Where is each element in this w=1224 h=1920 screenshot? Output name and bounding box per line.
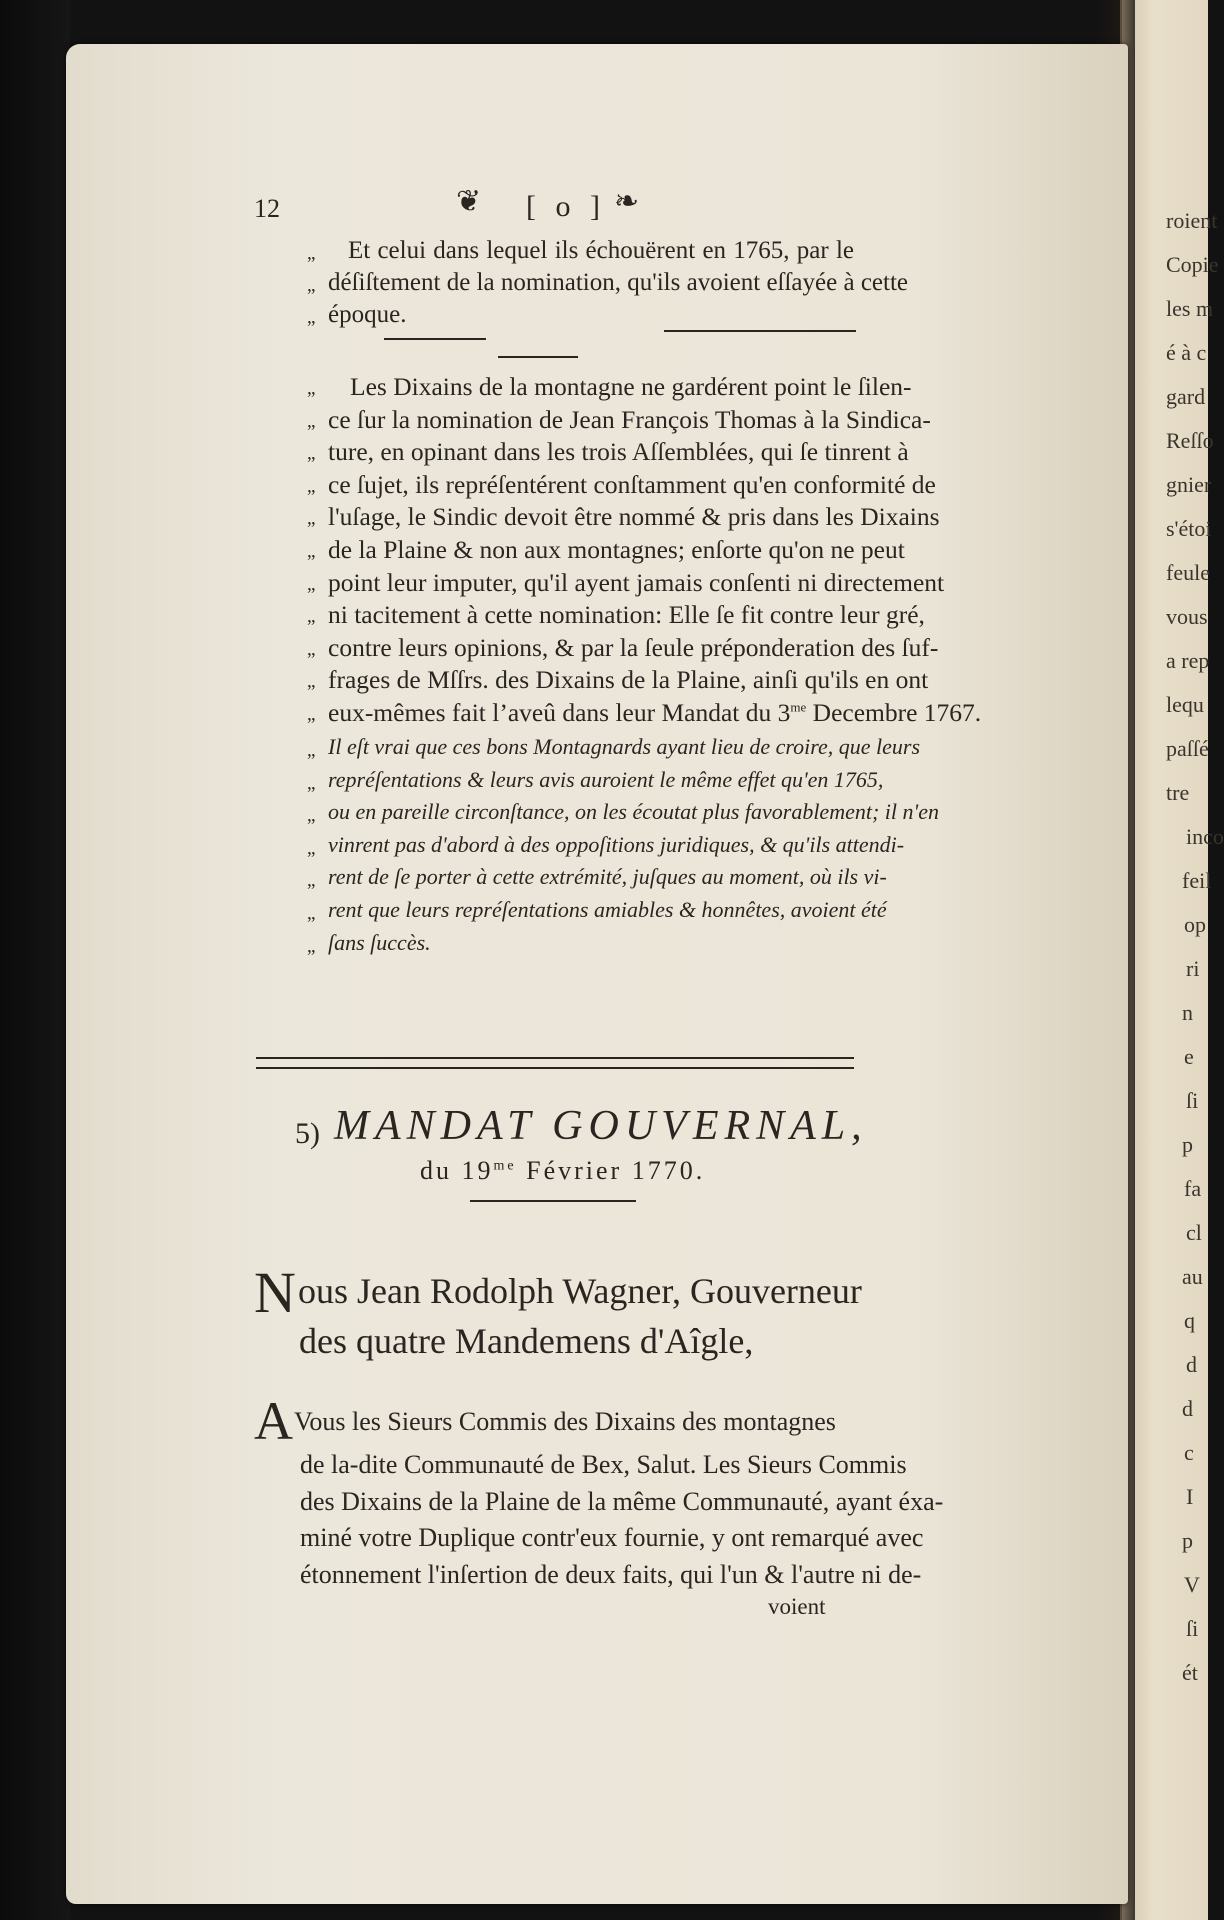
italic-line: ſans ſuccès. (328, 929, 431, 955)
book-page (66, 44, 1128, 1904)
body-line: miné votre Duplique contr'eux fournie, y ont remarqué avec (300, 1523, 924, 1552)
drop-capital-n: N (254, 1260, 296, 1325)
facing-page-fragment: p (1182, 1132, 1193, 1157)
facing-page-fragment: cl (1186, 1220, 1202, 1245)
quote-mark: „ (307, 772, 316, 794)
facing-page-fragment: Copie (1166, 252, 1219, 277)
quote-line: époque. (328, 301, 407, 328)
facing-page-fragment: fa (1184, 1176, 1202, 1201)
facing-page-fragment: roient (1166, 208, 1218, 233)
body-line-1: ous Jean Rodolph Wagner, Gouverneur (298, 1271, 862, 1311)
facing-page-fragment: gnier (1166, 472, 1212, 497)
double-rule-bottom (256, 1067, 854, 1069)
section-rule (470, 1200, 636, 1202)
rule-short-3 (498, 356, 578, 358)
quote-mark: „ (307, 475, 316, 497)
facing-page-fragment: a rep (1166, 648, 1210, 673)
quote-mark: „ (307, 671, 316, 693)
body-line-3: Vous les Sieurs Commis des Dixains des montagnes (294, 1407, 836, 1436)
facing-page-fragment: lequ (1166, 692, 1204, 717)
italic-line: vinrent pas d'abord à des oppoſitions juridiques, & qu'ils attendi- (328, 831, 905, 857)
paragraph-line: l'uſage, le Sindic devoit être nommé & pris dans les Dixains (328, 502, 940, 532)
facing-page-fragment: p (1182, 1528, 1193, 1553)
paragraph-line: ce ſujet, ils repréſentérent conſtamment qu'en conformité de (328, 469, 936, 499)
facing-page-fragment: d (1186, 1352, 1197, 1377)
quote-mark: „ (307, 606, 316, 628)
facing-page-fragment: s'étoi (1166, 516, 1212, 541)
facing-page-fragment: ſi (1186, 1088, 1199, 1113)
paragraph-line: point leur imputer, qu'il ayent jamais conſenti ni directement (328, 567, 945, 597)
quote-mark: „ (307, 903, 316, 924)
date-text: Février 1770. (516, 1156, 706, 1185)
facing-page-fragment: é à c (1166, 340, 1207, 365)
paragraph-line: de la Plaine & non aux montagnes; enſorte qu'on ne peut (328, 535, 905, 564)
facing-page-fragment: n (1182, 1000, 1193, 1025)
quote-mark: „ (307, 443, 316, 465)
facing-page-fragment: au (1182, 1264, 1203, 1289)
facing-page-fragment: V (1184, 1572, 1200, 1597)
facing-page-fragment: ri (1186, 956, 1200, 981)
section-title: MANDAT GOUVERNAL, (334, 1103, 868, 1149)
paragraph-line-text: eux-mêmes fait l’aveû dans leur Mandat du 3 (328, 698, 791, 727)
section-number: 5) (295, 1117, 320, 1150)
ornament-right-icon: ❧ (614, 184, 640, 219)
facing-page-fragment: q (1184, 1308, 1195, 1333)
date-text: du 19 (420, 1156, 494, 1185)
facing-page-fragment: vous (1166, 604, 1208, 629)
facing-page-fragment: paſſé (1166, 736, 1209, 761)
facing-page-fragment: inco (1186, 824, 1224, 849)
paragraph-line: ture, en opinant dans les trois Aſſemblées, qui ſe tinrent à (328, 437, 909, 467)
quote-mark: „ (307, 508, 316, 530)
page-bracket: [ o ] (526, 190, 606, 223)
body-line-2: des quatre Mandemens d'Aîgle, (299, 1321, 754, 1361)
page-number: 12 (254, 194, 280, 223)
quote-mark: „ (307, 704, 316, 725)
facing-page-fragment: ſi (1186, 1616, 1199, 1641)
section-date (420, 1156, 705, 1186)
quote-mark: „ (307, 740, 316, 761)
italic-line: ou en pareille circonſtance, on les écoutat plus favorablement; il n'en (328, 799, 939, 825)
paragraph-line: ce ſur la nomination de Jean François Thomas à la Sindica- (328, 404, 931, 434)
italic-line: rent que leurs repréſentations amiables & honnêtes, avoient été (328, 897, 887, 922)
facing-page-fragment: feule (1166, 560, 1210, 585)
paragraph-line (328, 698, 982, 728)
quote-mark: „ (307, 275, 316, 296)
quote-mark: „ (307, 410, 316, 432)
quote-line: déſiſtement de la nomination, qu'ils avoient eſſayée à cette (328, 269, 908, 296)
facing-page-fragment: c (1184, 1440, 1194, 1465)
facing-page-fragment: feil (1182, 868, 1212, 893)
facing-page-fragment: e (1184, 1044, 1194, 1069)
catchword: voient (768, 1594, 826, 1619)
facing-page-fragment: tre (1166, 780, 1190, 805)
facing-page-fragment: I (1186, 1484, 1194, 1509)
facing-page-fragment: ét (1182, 1660, 1198, 1685)
quote-mark: „ (307, 541, 316, 562)
paragraph-line: Les Dixains de la montagne ne gardérent point le ſilen- (350, 372, 912, 401)
quote-mark: „ (307, 243, 316, 264)
paragraph-line: ni tacitement à cette nomination: Elle ſe fit contre leur gré, (328, 600, 925, 630)
italic-line: rent de ſe porter à cette extrémité, juſques au moment, où ils vi- (328, 864, 887, 890)
superscript: me (493, 1158, 517, 1174)
facing-page-fragment: d (1182, 1396, 1193, 1421)
facing-page-fragment: les m (1166, 296, 1214, 321)
quote-line: Et celui dans lequel ils échouërent en 1765, par le (348, 237, 854, 264)
ornament-left-icon: ❦ (456, 184, 482, 219)
double-rule-top (256, 1057, 854, 1059)
quote-mark: „ (307, 307, 316, 328)
drop-capital-a: A (254, 1391, 293, 1451)
paragraph-line: frages de Mſſrs. des Dixains de la Plaine, ainſi qu'ils en ont (328, 665, 929, 695)
paragraph-line-text: Decembre 1767. (806, 698, 982, 727)
quote-mark: „ (307, 805, 316, 827)
background-left (0, 0, 70, 1920)
paragraph-line: contre leurs opinions, & par la ſeule préponderation des ſuf- (328, 632, 939, 662)
facing-page-fragment: op (1184, 912, 1206, 937)
rule-short-1 (384, 338, 486, 340)
italic-line: Il eſt vrai que ces bons Montagnards ayant lieu de croire, que leurs (328, 734, 921, 759)
quote-mark: „ (307, 638, 316, 660)
superscript: me (790, 699, 807, 715)
quote-mark: „ (307, 378, 316, 399)
quote-mark: „ (307, 573, 316, 595)
body-line: de la-dite Communauté de Bex, Salut. Les Sieurs Commis (300, 1450, 907, 1479)
facing-page-fragment: gard (1166, 384, 1206, 409)
facing-page-fragment: Reſſo (1166, 428, 1214, 453)
quote-mark: „ (307, 837, 316, 859)
italic-line: repréſentations & leurs avis auroient le même effet qu'en 1765, (328, 766, 884, 792)
body-line: des Dixains de la Plaine de la même Communauté, ayant éxa- (300, 1486, 944, 1516)
quote-mark: „ (307, 935, 316, 957)
body-line: étonnement l'inſertion de deux faits, qui l'un & l'autre ni de- (300, 1559, 922, 1589)
rule-short-2 (664, 330, 856, 332)
quote-mark: „ (307, 870, 316, 892)
